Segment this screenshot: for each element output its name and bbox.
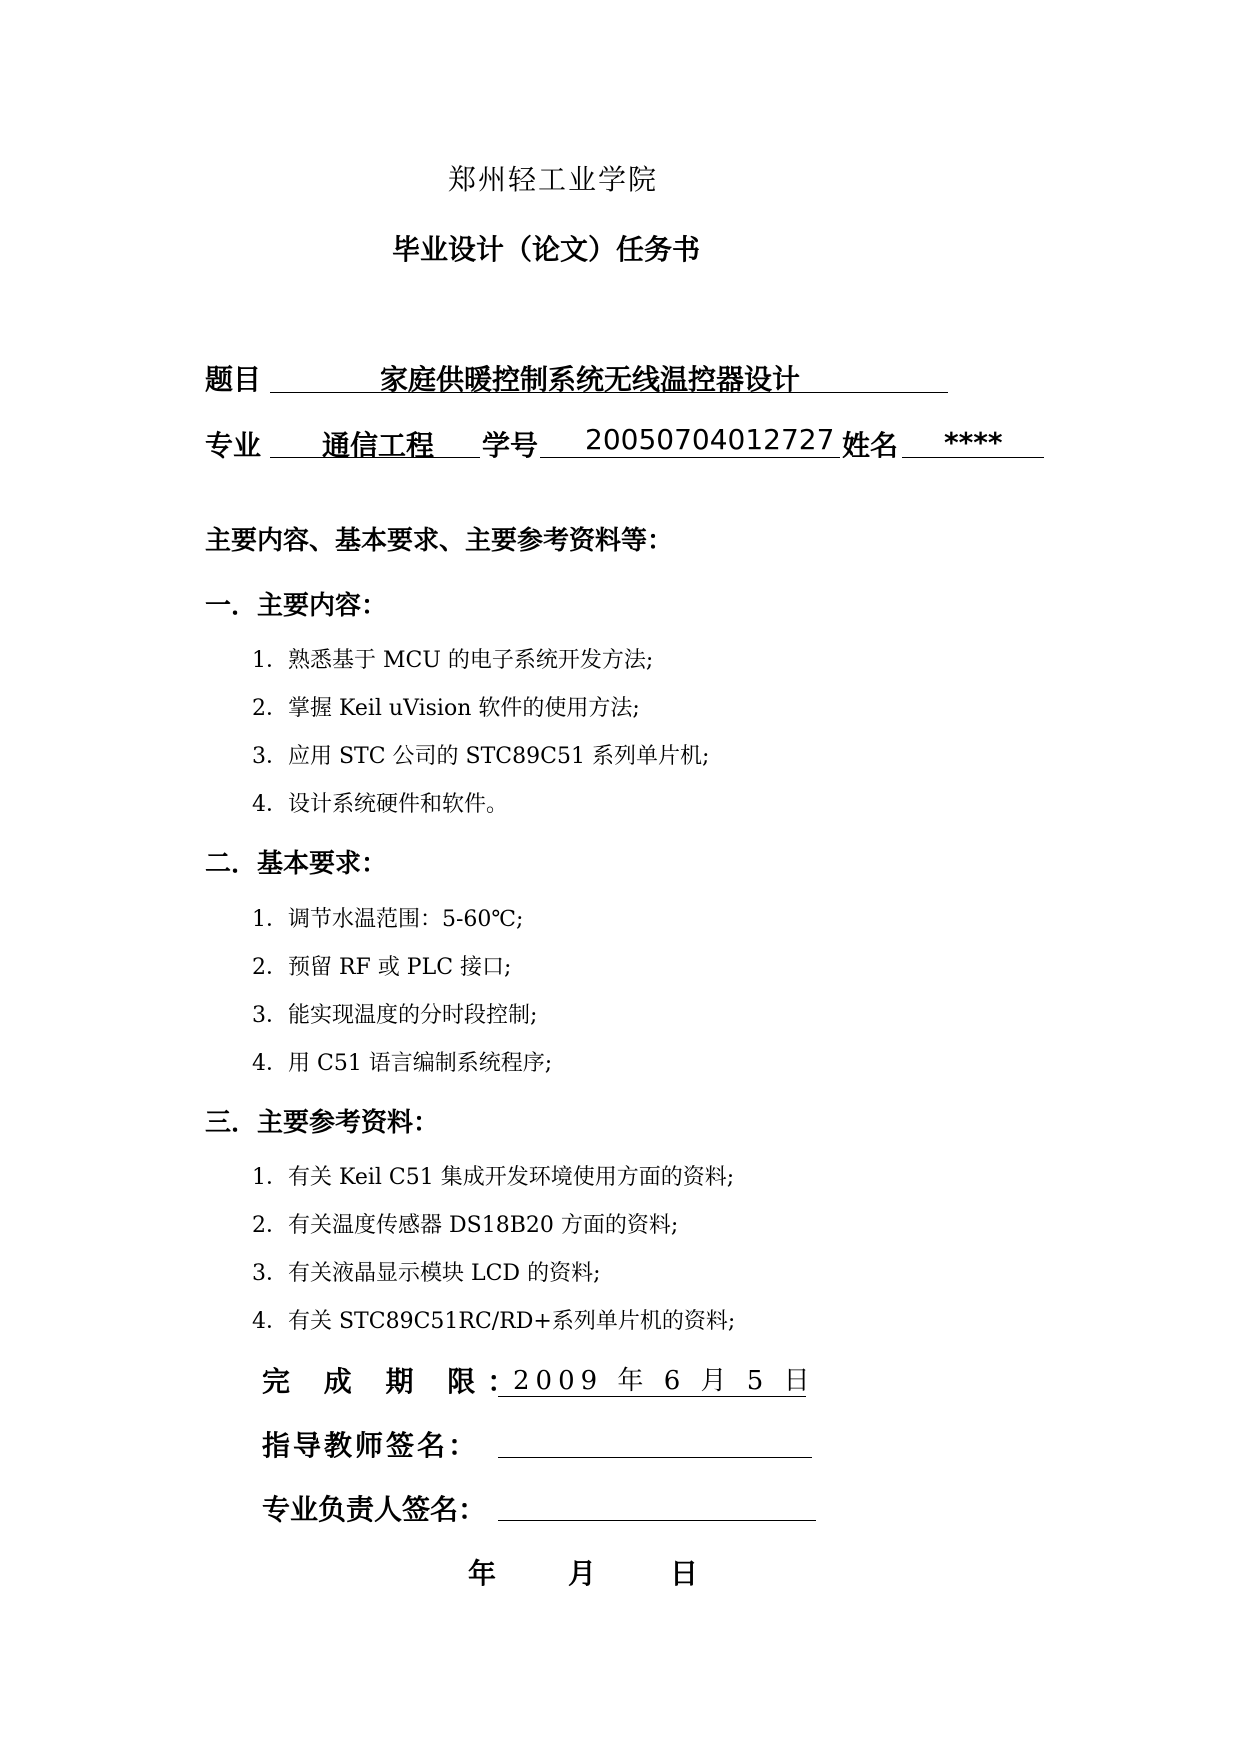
list-item: 3．能实现温度的分时段控制; <box>252 1003 538 1028</box>
list-item: 4．有关 STC89C51RC/RD+系列单片机的资料; <box>252 1309 736 1334</box>
student-id-value: 20050704012727 <box>585 423 835 456</box>
list-item: 3．有关液晶显示模块 LCD 的资料; <box>252 1261 601 1286</box>
date-year-label: 年 <box>468 1557 497 1590</box>
list-item: 2．有关温度传感器 DS18B20 方面的资料; <box>252 1213 679 1238</box>
section-heading: 二．基本要求： <box>205 849 388 879</box>
major-value: 通信工程 <box>322 429 435 462</box>
topic-label: 题目 <box>205 363 262 396</box>
list-item: 4．设计系统硬件和软件。 <box>252 792 508 817</box>
section-heading: 一．主要内容： <box>205 591 388 621</box>
advisor-signature-label: 指导教师签名： <box>262 1429 480 1462</box>
topic-value: 家庭供暖控制系统无线温控器设计 <box>380 363 801 396</box>
list-item: 4．用 C51 语言编制系统程序; <box>252 1051 553 1076</box>
advisor-signature-line[interactable] <box>498 1457 812 1458</box>
list-item: 3．应用 STC 公司的 STC89C51 系列单片机; <box>252 744 710 769</box>
section-heading: 三．主要参考资料： <box>205 1108 440 1138</box>
date-day-label: 日 <box>670 1557 699 1590</box>
student-id-label: 学号 <box>482 429 539 462</box>
list-item: 2．预留 RF 或 PLC 接口; <box>252 955 512 980</box>
student-id-underline <box>540 457 840 458</box>
major-label: 专业 <box>205 429 262 462</box>
school-name: 郑州轻工业学院 <box>448 163 659 196</box>
deadline-label: 完 成 期 限： <box>262 1365 528 1398</box>
list-item: 1．熟悉基于 MCU 的电子系统开发方法; <box>252 648 654 673</box>
sections-intro: 主要内容、基本要求、主要参考资料等： <box>205 526 674 556</box>
deadline-value: 2009 年 6 月 5 日 <box>513 1366 816 1396</box>
document-title: 毕业设计（论文）任务书 <box>392 233 701 266</box>
head-signature-label: 专业负责人签名： <box>262 1493 487 1526</box>
name-value: **** <box>944 426 1003 459</box>
list-item: 1．调节水温范围：5-60℃; <box>252 907 524 932</box>
list-item: 2．掌握 Keil uVision 软件的使用方法; <box>252 696 640 721</box>
name-label: 姓名 <box>842 429 899 462</box>
date-month-label: 月 <box>568 1557 597 1590</box>
list-item: 1．有关 Keil C51 集成开发环境使用方面的资料; <box>252 1165 735 1190</box>
head-signature-line[interactable] <box>498 1520 816 1521</box>
